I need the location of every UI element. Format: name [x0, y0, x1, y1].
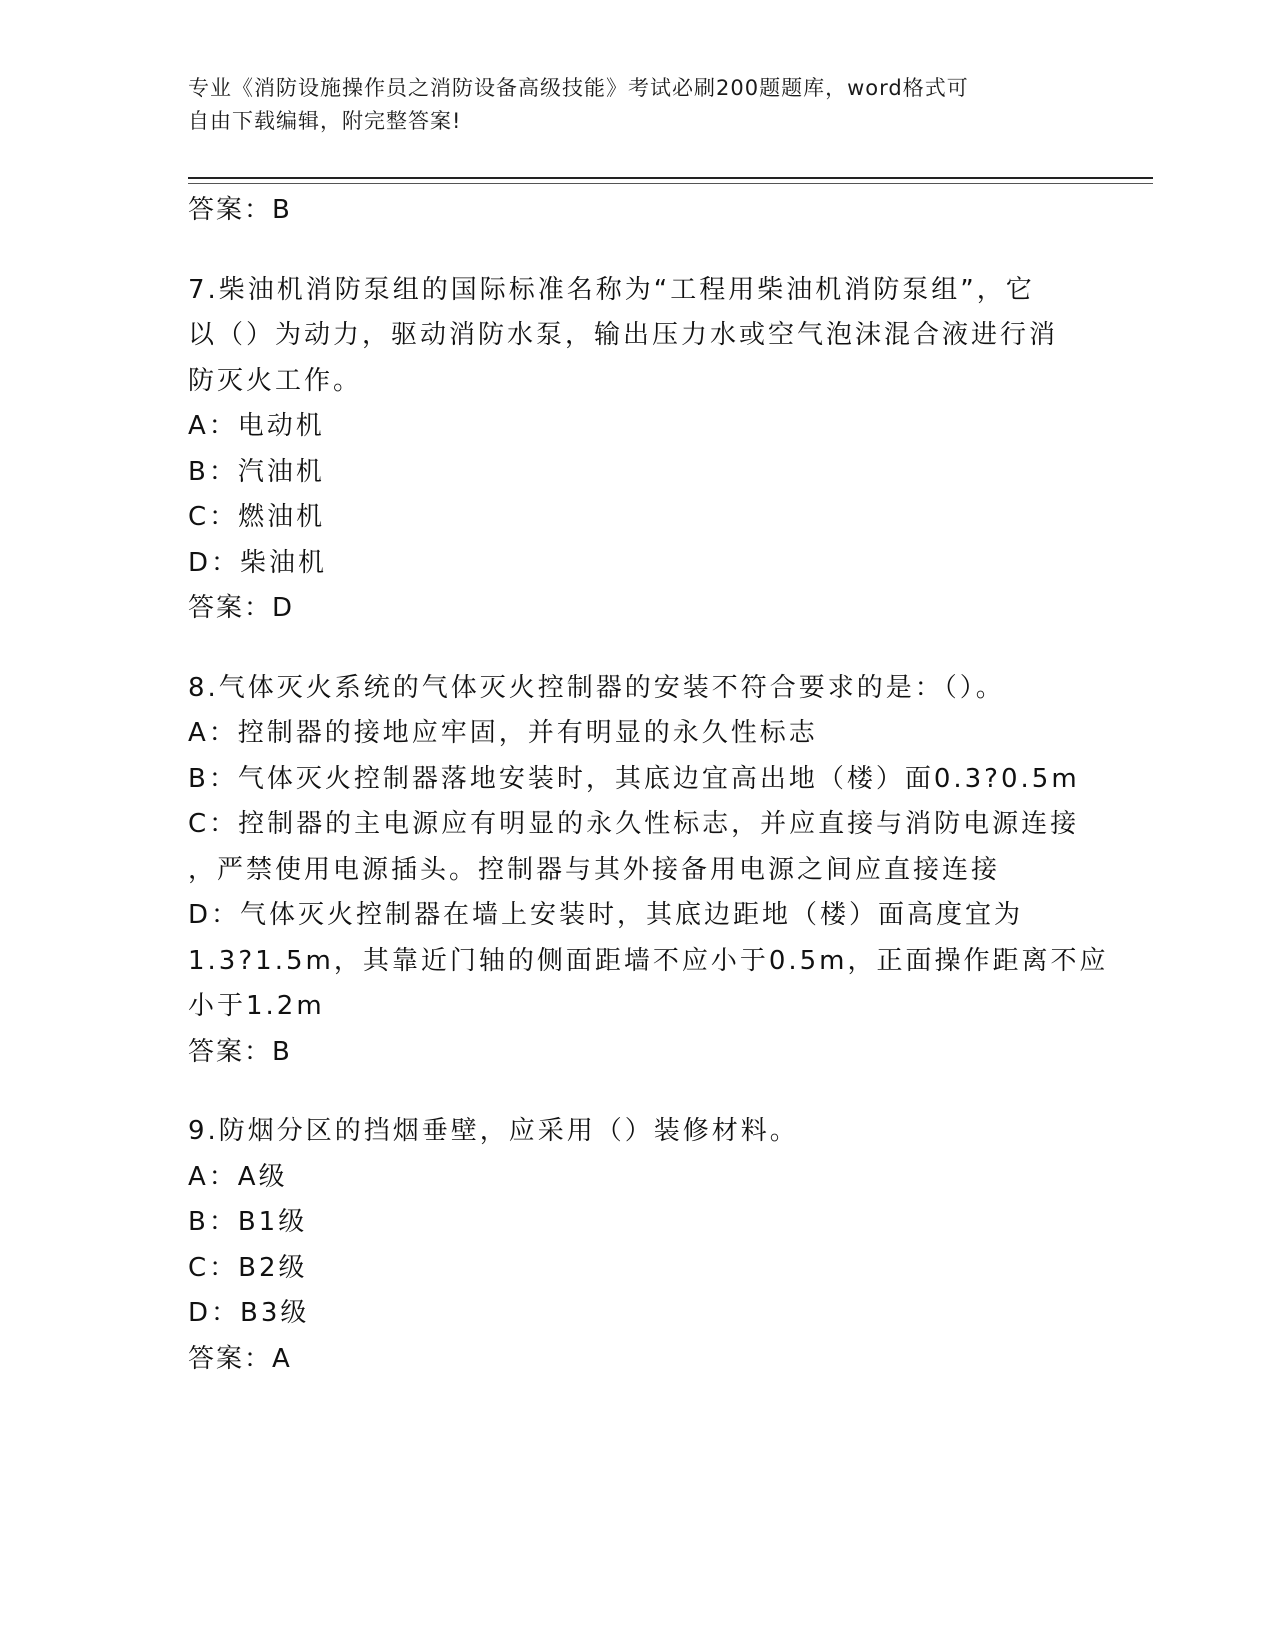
answer-label: 答案：A — [188, 1343, 292, 1374]
question-stem-line: 7.柴油机消防泵组的国际标准名称为“工程用柴油机消防泵组”，它 — [188, 274, 1035, 305]
spacer — [188, 1075, 1088, 1109]
option-d-continued: 1.3?1.5m，其靠近门轴的侧面距墙不应小于0.5m，正面操作距离不应 — [188, 945, 1109, 976]
spacer — [188, 234, 1088, 268]
option-d: D：气体灭火控制器在墙上安装时，其底边距地（楼）面高度宜为 — [188, 900, 1024, 930]
page-header — [188, 72, 1088, 138]
option-d: D：B3级 — [188, 1298, 310, 1328]
option-c: C：B2级 — [188, 1252, 308, 1283]
question-stem-line: 以（）为动力，驱动消防水泵，输出压力水或空气泡沫混合液进行消 — [188, 320, 1059, 350]
question-content — [188, 188, 1109, 1382]
option-a: A：A级 — [188, 1161, 288, 1192]
option-c: C：燃油机 — [188, 502, 326, 532]
option-b: B：B1级 — [188, 1207, 308, 1237]
question-8 — [188, 666, 1109, 1076]
answer-label-q6: 答案：B — [188, 195, 292, 225]
option-d-continued: 小于1.2m — [188, 991, 325, 1021]
option-a: A：电动机 — [188, 411, 325, 441]
header-line-1: 专业《消防设施操作员之消防设备高级技能》考试必刷200题题库，word格式可 — [188, 76, 969, 100]
answer-label: 答案：B — [188, 1036, 292, 1067]
question-stem-line: 防灭火工作。 — [188, 365, 363, 396]
option-d: D：柴油机 — [188, 547, 328, 578]
header-line-2: 自由下载编辑，附完整答案! — [188, 109, 462, 133]
header-divider-thick — [188, 177, 1153, 179]
option-b: B：气体灭火控制器落地安装时，其底边宜高出地（楼）面0.3?0.5m — [188, 763, 1080, 794]
option-a: A：控制器的接地应牢固，并有明显的永久性标志 — [188, 718, 818, 748]
option-c-continued: ，严禁使用电源插头。控制器与其外接备用电源之间应直接连接 — [188, 854, 1001, 885]
spacer — [188, 632, 1088, 666]
option-b: B：汽油机 — [188, 456, 325, 487]
question-stem-line: 8.气体灭火系统的气体灭火控制器的安装不符合要求的是：（）。 — [188, 672, 1005, 703]
answer-label: 答案：D — [188, 593, 295, 623]
option-c: C：控制器的主电源应有明显的永久性标志，并应直接与消防电源连接 — [188, 809, 1080, 839]
question-9 — [188, 1109, 1088, 1382]
header-divider-thin — [188, 183, 1153, 184]
question-7 — [188, 268, 1088, 632]
question-stem-line: 9.防烟分区的挡烟垂壁，应采用（）装修材料。 — [188, 1116, 799, 1146]
